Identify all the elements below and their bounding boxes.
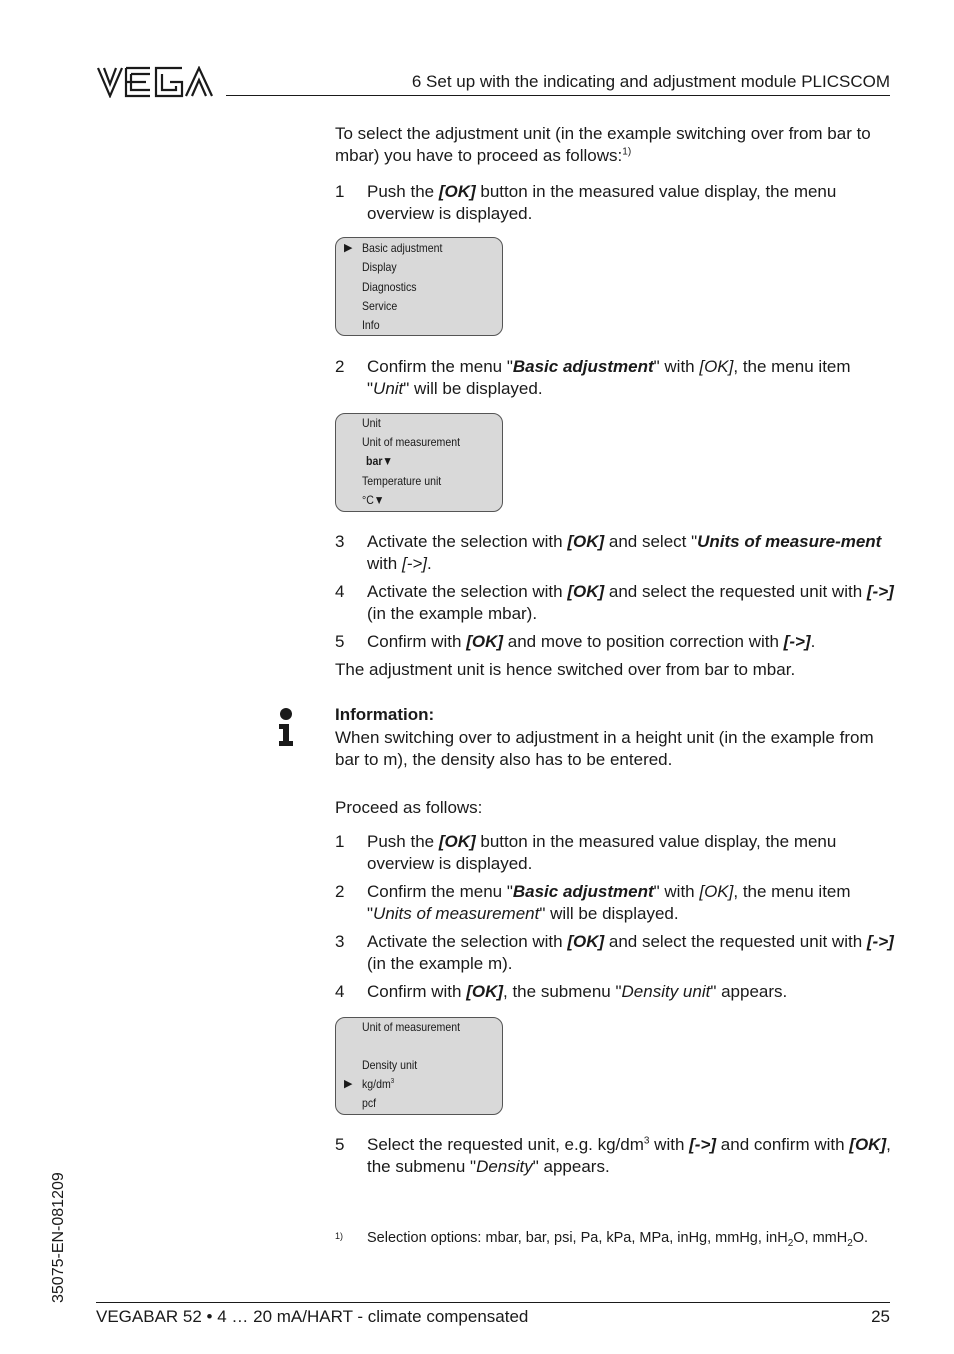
step-text: Activate the selection with [OK] and select "Units of measure-ment with [->]. [367, 532, 882, 573]
footnote-text: Selection options: mbar, bar, psi, Pa, kPa, MPa, inHg, mmHg, inH$_2$O, mmH$_2$O. [367, 1230, 869, 1249]
step-text: Push the [OK] button in the measured value display, the menu overview is displayed. [367, 832, 837, 873]
footnote-mark: 1) [335, 1231, 344, 1241]
step-b4 [335, 981, 895, 1003]
footer-rule [96, 1302, 890, 1303]
step-text: Select the requested unit, e.g. $kg/dm^3$ with [->] and confirm with [OK], the submenu "Density" appears. [367, 1135, 891, 1176]
step-number: 2 [335, 882, 345, 901]
menu-item: Display [362, 260, 397, 274]
header-rule [226, 95, 890, 96]
step-a1 [335, 181, 895, 225]
step-text: Activate the selection with [OK] and select the requested unit with [->] (in the example mbar). [367, 582, 894, 623]
step-number: 1 [335, 832, 345, 851]
document-id: 35075-EN-081209 [50, 1172, 67, 1303]
display-screen-density [335, 1017, 503, 1115]
step-number: 5 [335, 632, 345, 651]
footer-product: VEGABAR 52 • 4 … 20 mA/HART - climate compensated [96, 1307, 529, 1326]
step-a2 [335, 356, 895, 400]
display-screen-unit [335, 413, 503, 512]
step-number: 5 [335, 1135, 345, 1154]
step-b2 [335, 881, 895, 925]
step-a3 [335, 531, 895, 575]
step-number: 2 [335, 357, 345, 376]
step-b3 [335, 931, 895, 975]
screen-line: Unit of measurement [362, 1020, 461, 1034]
screen-line: Unit [362, 416, 381, 430]
footnote-reference: 1) [622, 146, 632, 158]
step-number: 3 [335, 932, 345, 951]
step-text: Push the [OK] button in the measured value display, the menu overview is displayed. [367, 182, 837, 223]
step-b1 [335, 831, 895, 875]
menu-item: Service [362, 299, 398, 313]
cursor-arrow-icon: ▶ [344, 242, 353, 254]
page-number: 25 [871, 1307, 890, 1326]
screen-value: °C▼ [362, 493, 385, 507]
step-a5 [335, 631, 895, 653]
step-number: 4 [335, 982, 345, 1001]
vega-logo [96, 66, 214, 98]
info-text: When switching over to adjustment in a height unit (in the example from bar to m), the density also has to be entered. [335, 728, 874, 769]
screen-line: Temperature unit [362, 474, 442, 488]
proceed-text: Proceed as follows: [335, 798, 483, 817]
display-screen-menu [335, 237, 503, 336]
screen-option: $kg/dm^3$ [362, 1077, 395, 1091]
info-icon [276, 707, 296, 747]
step-text: Confirm with [OK] and move to position correction with [->]. [367, 632, 816, 651]
step-text: Confirm the menu "Basic adjustment" with [OK], the menu item "Unit" will be displayed. [367, 357, 851, 398]
menu-item: Diagnostics [362, 280, 417, 294]
screen-option: pcf [362, 1096, 377, 1110]
step-number: 3 [335, 532, 345, 551]
step-text: Confirm the menu "Basic adjustment" with [OK], the menu item "Units of measurement" will be displayed. [367, 882, 851, 923]
step-number: 4 [335, 582, 345, 601]
intro-paragraph [335, 123, 895, 167]
cursor-arrow-icon: ▶ [344, 1078, 353, 1090]
step-text: Activate the selection with [OK] and select the requested unit with [->] (in the example m). [367, 932, 894, 973]
screen-line: Unit of measurement [362, 435, 461, 449]
menu-item: Info [362, 318, 380, 332]
step-a4 [335, 581, 895, 625]
page-header-title: 6 Set up with the indicating and adjustment module PLICSCOM [411, 72, 890, 91]
step-number: 1 [335, 182, 345, 201]
step-b5 [335, 1134, 895, 1178]
step-text: Confirm with [OK], the submenu "Density unit" appears. [367, 982, 788, 1001]
screen-value: bar▼ [366, 454, 393, 468]
screen-line: Density unit [362, 1058, 418, 1072]
result-paragraph: The adjustment unit is hence switched over from bar to mbar. [335, 660, 796, 679]
info-heading: Information: [335, 705, 435, 724]
intro-text: To select the adjustment unit (in the example switching over from bar to mbar) you have to proceed as follows: [335, 124, 871, 165]
menu-item: Basic adjustment [362, 241, 443, 255]
